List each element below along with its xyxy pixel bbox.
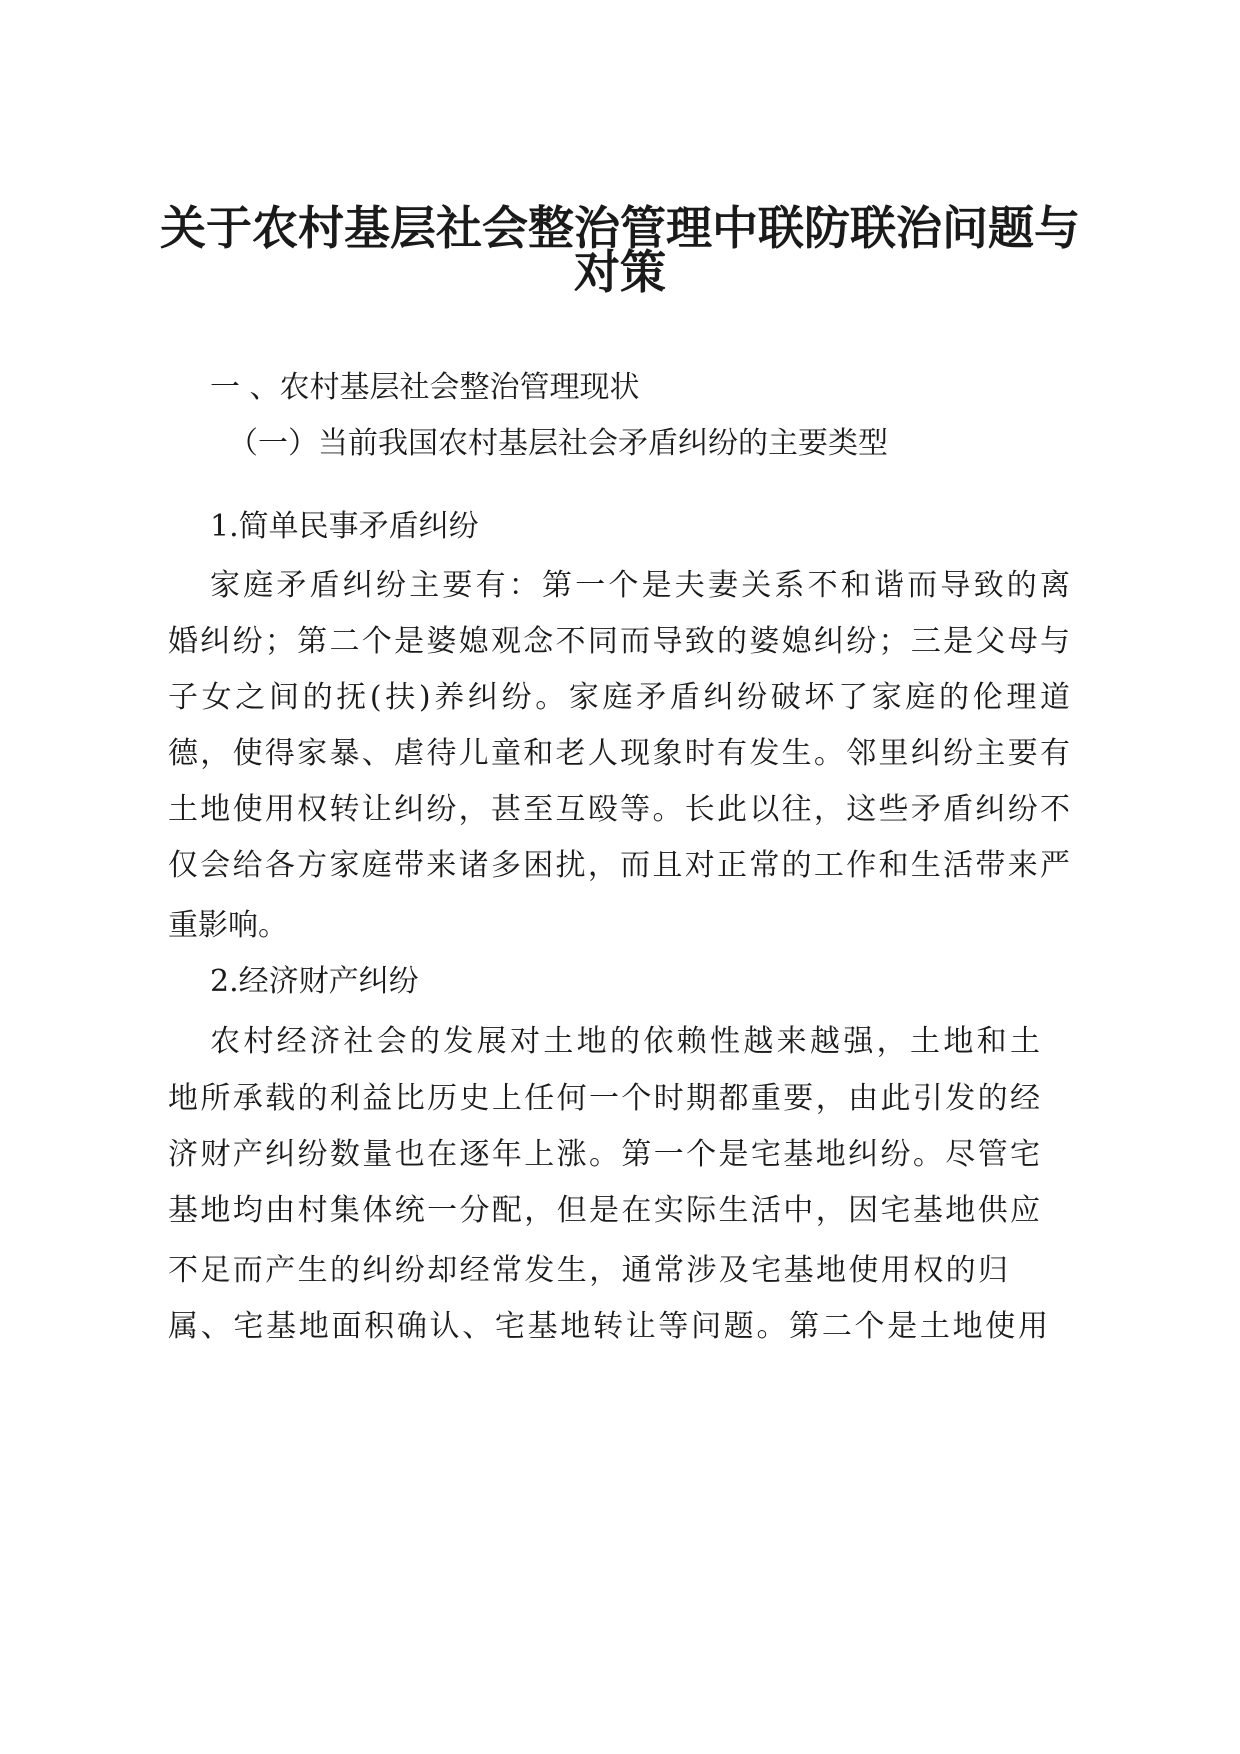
paragraph-line: 不足而产生的纠纷却经常发生，通常涉及宅基地使用权的归 xyxy=(168,1253,1008,1288)
section-heading: 一 、农村基层社会整治管理现状 xyxy=(210,370,640,405)
paragraph-line: 重影响。 xyxy=(168,908,288,943)
paragraph-line: 德，使得家暴、虐待儿童和老人现象时有发生。邻里纠纷主要有 xyxy=(168,736,1070,771)
item-2-heading: 2.经济财产纠纷 xyxy=(210,964,419,999)
paragraph-line: 济财产纠纷数量也在逐年上涨。第一个是宅基地纠纷。尽管宅 xyxy=(168,1137,1040,1172)
item-1-heading: 1.简单民事矛盾纠纷 xyxy=(210,509,479,544)
paragraph-line: 农村经济社会的发展对土地的依赖性越来越强，土地和土 xyxy=(210,1024,1040,1059)
paragraph-line: 婚纠纷；第二个是婆媳观念不同而导致的婆媳纠纷；三是父母与 xyxy=(168,624,1070,659)
paragraph-line: 仅会给各方家庭带来诸多困扰，而且对正常的工作和生活带来严 xyxy=(168,848,1070,883)
paragraph-line: 土地使用权转让纠纷，甚至互殴等。长此以往，这些矛盾纠纷不 xyxy=(168,792,1070,827)
paragraph-line: 地所承载的利益比历史上任何一个时期都重要，由此引发的经 xyxy=(168,1081,1040,1116)
paragraph-line: 子女之间的抚(扶)养纠纷。家庭矛盾纠纷破坏了家庭的伦理道 xyxy=(168,680,1070,715)
document-title-line-1: 关于农村基层社会整治管理中联防联治问题与 xyxy=(160,201,1080,255)
paragraph-line: 属、宅基地面积确认、宅基地转让等问题。第二个是土地使用 xyxy=(168,1309,1048,1344)
document-title-line-2: 对策 xyxy=(574,245,666,299)
paragraph-line: 基地均由村集体统一分配，但是在实际生活中，因宅基地供应 xyxy=(168,1193,1040,1228)
paragraph-line: 家庭矛盾纠纷主要有：第一个是夫妻关系不和谐而导致的离 xyxy=(210,568,1070,603)
subsection-heading: （一）当前我国农村基层社会矛盾纠纷的主要类型 xyxy=(228,426,888,461)
